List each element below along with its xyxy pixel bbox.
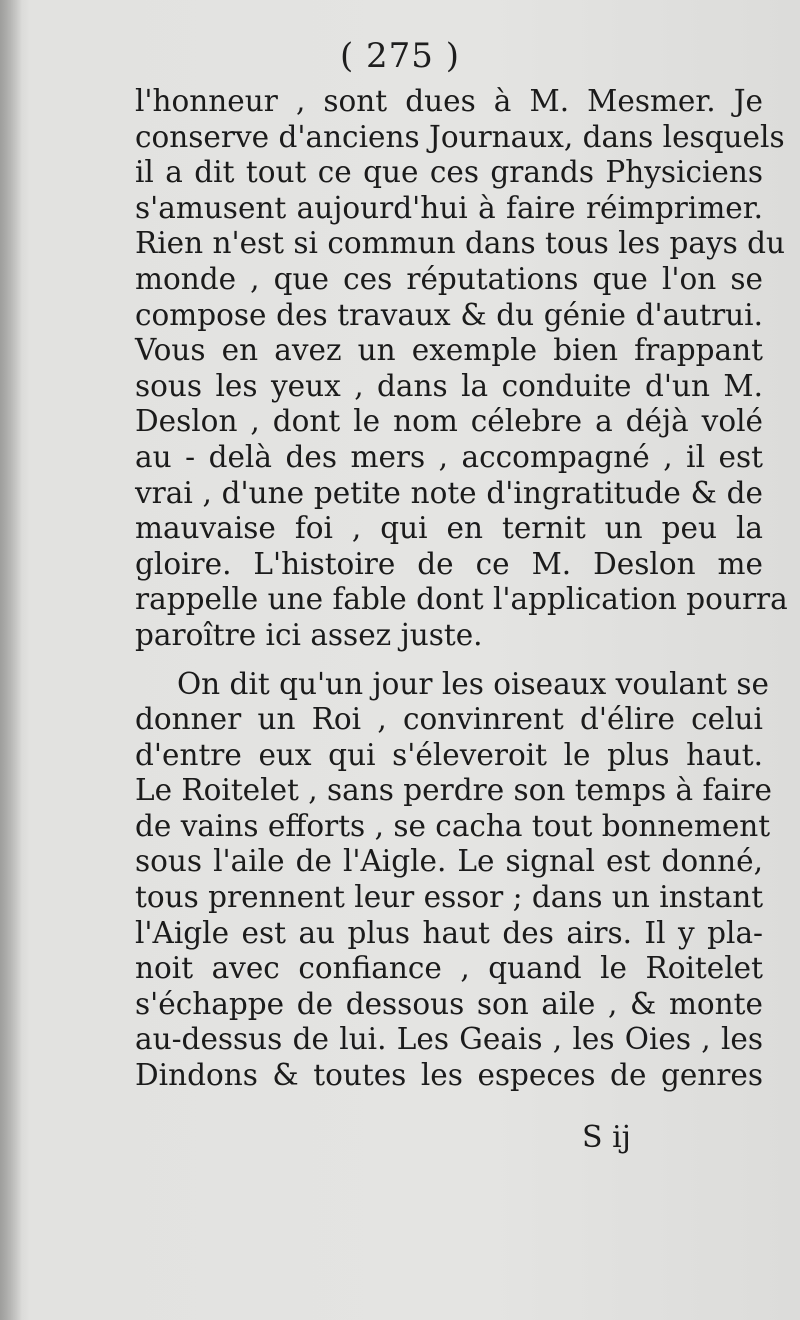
body-text xyxy=(135,84,788,1094)
text-line: de vains efforts , se cacha tout bonnement xyxy=(135,808,771,843)
paragraph xyxy=(135,84,788,654)
text-line: monde , que ces réputations que l'on se xyxy=(135,261,763,296)
text-line: Dindons & toutes les especes de genres xyxy=(135,1058,763,1093)
text-line: On dit qu'un jour les oiseaux voulant se xyxy=(177,666,769,701)
text-line: s'amusent aujourd'hui à faire réimprimer. xyxy=(135,190,763,225)
paragraph-gap xyxy=(135,654,763,667)
page-number-header: ( 275 ) xyxy=(339,36,461,76)
text-line: donner un Roi , convinrent d'élire celui xyxy=(135,702,763,737)
text-line: au-dessus de lui. Les Geais , les Oies , les xyxy=(135,1022,763,1057)
gutter-shadow xyxy=(0,0,22,1320)
text-line: mauvaise foi , qui en ternit un peu la xyxy=(135,511,763,546)
text-line: gloire. L'histoire de ce M. Deslon me xyxy=(135,546,763,581)
text-line: tous prennent leur essor ; dans un instant xyxy=(135,880,764,915)
text-line: Le Roitelet , sans perdre son temps à faire xyxy=(135,773,772,808)
text-line: l'Aigle est au plus haut des airs. Il y pla- xyxy=(135,915,763,950)
text-line: au - delà des mers , accompagné , il est xyxy=(135,439,763,474)
text-line: sous les yeux , dans la conduite d'un M. xyxy=(135,368,763,403)
text-line: noit avec confiance , quand le Roitelet xyxy=(135,951,763,986)
text-line: sous l'aile de l'Aigle. Le signal est donné, xyxy=(135,844,763,879)
text-line: s'échappe de dessous son aile , & monte xyxy=(135,986,763,1021)
text-line: Deslon , dont le nom célebre a déjà volé xyxy=(135,404,763,439)
paragraph xyxy=(135,666,772,1094)
text-line: il a dit tout ce que ces grands Physiciens xyxy=(135,155,763,190)
text-line: Rien n'est si commun dans tous les pays du xyxy=(135,226,786,261)
text-line: Vous en avez un exemple bien frappant xyxy=(135,333,763,368)
text-line: paroître ici assez juste. xyxy=(135,617,483,652)
text-line: rappelle une fable dont l'application pourra xyxy=(135,582,788,617)
text-line: d'entre eux qui s'éleveroit le plus haut. xyxy=(135,737,763,772)
signature-mark: S ij xyxy=(582,1120,631,1155)
text-line: vrai , d'une petite note d'ingratitude & de xyxy=(135,475,763,510)
text-line: conserve d'anciens Journaux, dans lesquels xyxy=(135,119,785,154)
text-line: compose des travaux & du génie d'autrui. xyxy=(135,297,763,332)
text-line: l'honneur , sont dues à M. Mesmer. Je xyxy=(135,84,763,118)
